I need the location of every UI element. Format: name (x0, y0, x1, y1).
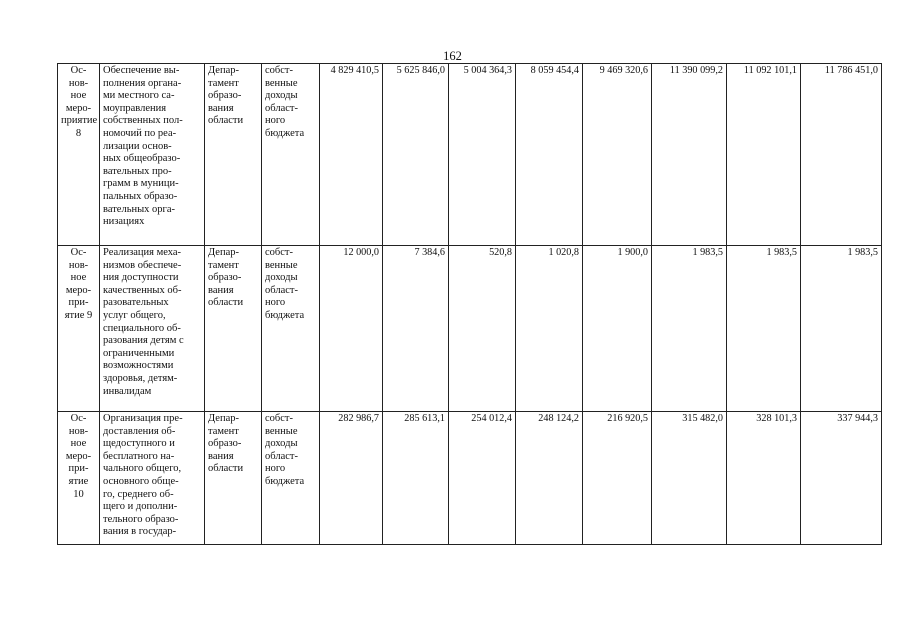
amount-cell: 12 000,0 (320, 246, 383, 412)
amount-cell: 11 390 099,2 (652, 64, 727, 246)
amount-cell: 1 983,5 (801, 246, 882, 412)
funding-source-cell: собст- венные доходы област- ного бюджета (262, 412, 320, 545)
amount-cell: 4 829 410,5 (320, 64, 383, 246)
page-number: 162 (443, 49, 462, 63)
amount-cell: 315 482,0 (652, 412, 727, 545)
activity-cell: Ос- нов- ное меро- приятие 8 (58, 64, 100, 246)
table-row (58, 412, 882, 545)
budget-table (57, 63, 882, 545)
amount-cell: 1 983,5 (727, 246, 801, 412)
amount-cell: 328 101,3 (727, 412, 801, 545)
activity-cell: Ос- нов- ное меро- при- ятие 10 (58, 412, 100, 545)
table-row (58, 246, 882, 412)
executor-cell: Депар- тамент образо- вания области (205, 246, 262, 412)
amount-cell: 282 986,7 (320, 412, 383, 545)
amount-cell: 337 944,3 (801, 412, 882, 545)
amount-cell: 1 020,8 (516, 246, 583, 412)
amount-cell: 1 900,0 (583, 246, 652, 412)
funding-source-cell: собст- венные доходы област- ного бюджета (262, 64, 320, 246)
description-cell: Реализация меха- низмов обеспече- ния доступности качественных об- разовательных услуг общего, специального об- разования детям с ограниченными возможностями здоровья, детям- инвалидам (100, 246, 205, 412)
funding-source-cell: собст- венные доходы област- ного бюджета (262, 246, 320, 412)
activity-cell: Ос- нов- ное меро- при- ятие 9 (58, 246, 100, 412)
amount-cell: 5 004 364,3 (449, 64, 516, 246)
amount-cell: 11 786 451,0 (801, 64, 882, 246)
executor-cell: Депар- тамент образо- вания области (205, 412, 262, 545)
amount-cell: 216 920,5 (583, 412, 652, 545)
amount-cell: 1 983,5 (652, 246, 727, 412)
table-row (58, 64, 882, 246)
amount-cell: 5 625 846,0 (383, 64, 449, 246)
amount-cell: 8 059 454,4 (516, 64, 583, 246)
description-cell: Организация пре- доставления об- щедоступного и бесплатного на- чального общего, основного обще- го, среднего об- щего и дополни- тельного образо- вания в государ- (100, 412, 205, 545)
description-cell: Обеспечение вы- полнения органа- ми местного са- моуправления собственных пол- номочий по реа- лизации основ- ных общеобразо- вательных про- грамм в муници- пальных образо- вательных орга- низациях (100, 64, 205, 246)
amount-cell: 11 092 101,1 (727, 64, 801, 246)
amount-cell: 520,8 (449, 246, 516, 412)
amount-cell: 9 469 320,6 (583, 64, 652, 246)
executor-cell: Депар- тамент образо- вания области (205, 64, 262, 246)
amount-cell: 285 613,1 (383, 412, 449, 545)
amount-cell: 7 384,6 (383, 246, 449, 412)
amount-cell: 254 012,4 (449, 412, 516, 545)
amount-cell: 248 124,2 (516, 412, 583, 545)
